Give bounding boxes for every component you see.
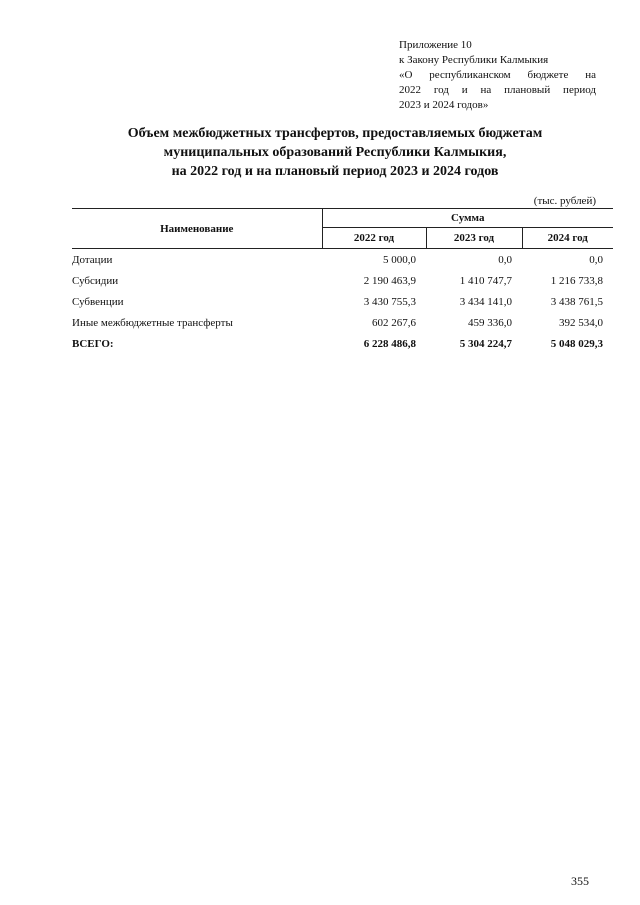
table-row [72, 249, 613, 271]
row-value: 2 190 463,9 [363, 274, 416, 287]
title-line: муниципальных образований Республики Калмыкия, [163, 145, 507, 160]
title-line: на 2022 год и на плановый период 2023 и 2024 годов [171, 164, 499, 179]
appendix-line: 2023 и 2024 годов» [399, 99, 489, 111]
total-label: ВСЕГО: [72, 337, 114, 350]
appendix-line: «О республиканском бюджете на [399, 69, 596, 81]
total-value: 5 048 029,3 [550, 337, 603, 350]
units-label: (тыс. рублей) [533, 195, 596, 207]
row-value: 3 438 761,5 [550, 295, 603, 308]
document-title [60, 124, 610, 181]
title-line: Объем межбюджетных трансфертов, предоставляемых бюджетам [127, 126, 543, 141]
row-value: 459 336,0 [468, 316, 512, 329]
row-name: Дотации [72, 253, 113, 266]
table-row [72, 312, 613, 333]
row-name: Иные межбюджетные трансферты [72, 316, 233, 329]
year-header: 2024 год [522, 228, 613, 249]
row-value: 392 534,0 [559, 316, 603, 329]
appendix-line: Приложение 10 [399, 39, 472, 51]
total-value: 6 228 486,8 [363, 337, 416, 350]
page-number: 355 [571, 874, 589, 888]
row-value: 602 267,6 [372, 316, 416, 329]
row-value: 5 000,0 [383, 253, 416, 266]
appendix-header [399, 38, 596, 113]
row-name: Субвенции [72, 295, 124, 308]
total-row [72, 333, 613, 354]
sum-column-header: Сумма [322, 209, 613, 228]
row-value: 0,0 [589, 253, 603, 266]
appendix-line: 2022 год и на плановый период [399, 84, 596, 96]
row-value: 3 434 141,0 [459, 295, 512, 308]
table-row [72, 291, 613, 312]
row-value: 1 216 733,8 [550, 274, 603, 287]
total-value: 5 304 224,7 [459, 337, 512, 350]
row-name: Субсидии [72, 274, 119, 287]
appendix-line: к Закону Республики Калмыкия [399, 54, 549, 66]
row-value: 0,0 [498, 253, 512, 266]
table-row [72, 270, 613, 291]
row-value: 1 410 747,7 [459, 274, 512, 287]
row-value: 3 430 755,3 [363, 295, 416, 308]
transfers-table [72, 208, 613, 354]
year-header: 2023 год [426, 228, 522, 249]
name-column-header: Наименование [72, 209, 322, 249]
year-header: 2022 год [322, 228, 426, 249]
